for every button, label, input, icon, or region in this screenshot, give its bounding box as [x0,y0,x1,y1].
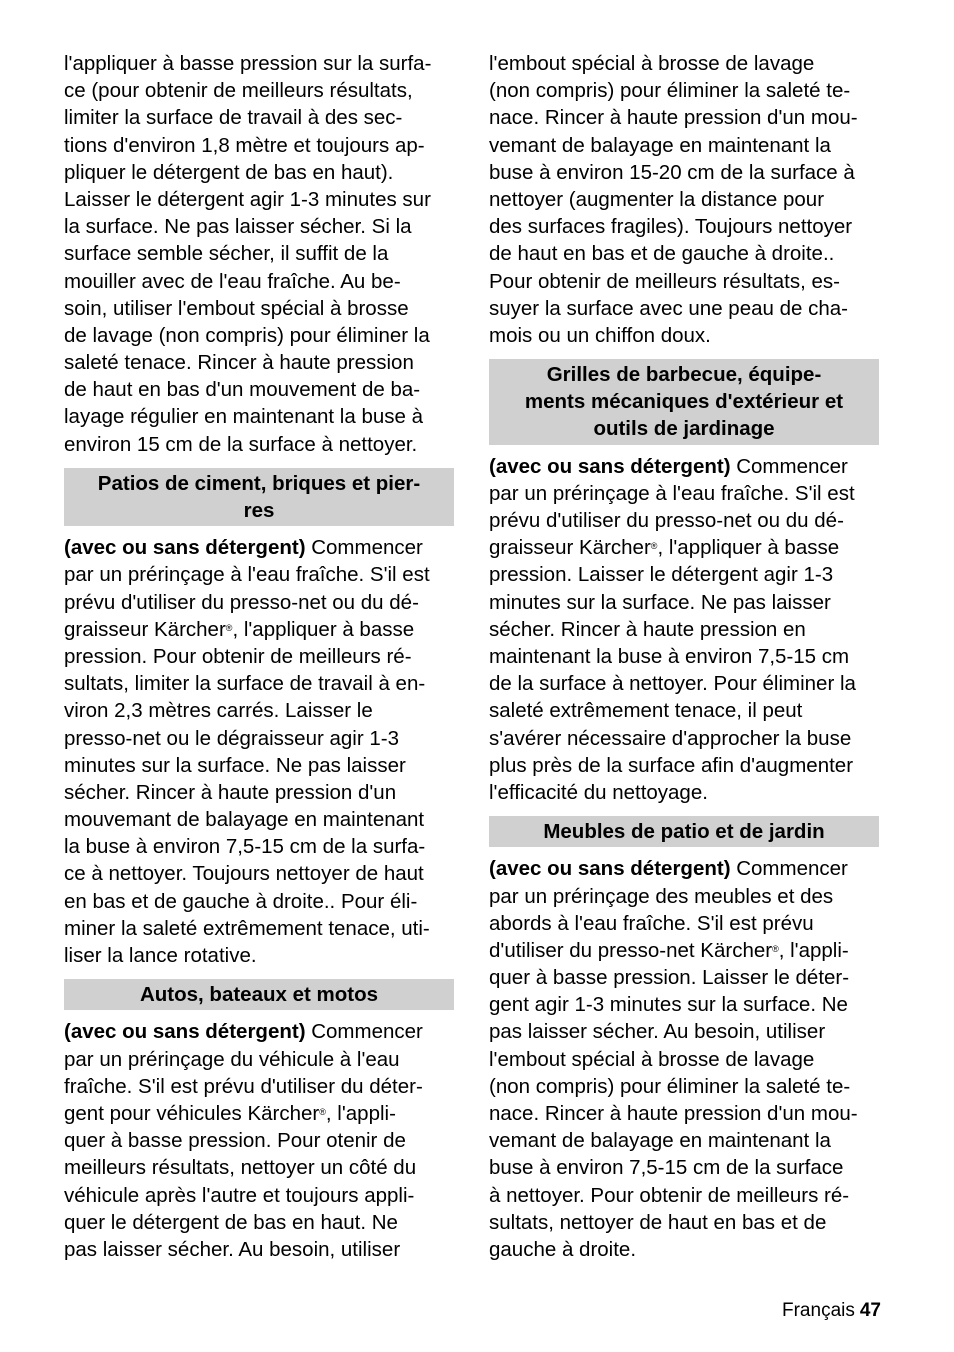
text-line: par un prérinçage des meubles et des [489,884,834,908]
text-line: sécher. Rincer à haute pression d'un [64,780,397,804]
text-line: l'embout spécial à brosse de lavage [489,1047,815,1071]
registered-mark: ® [772,943,779,954]
text-line: ce à nettoyer. Toujours nettoyer de haut [64,862,424,886]
text-line: minutes sur la surface. Ne pas laisser [489,590,831,614]
text-line: maintenant la buse à environ 7,5-15 cm [489,644,850,668]
text-line: sultats, nettoyer de haut en bas et de [489,1210,827,1234]
text-line: de la surface à nettoyer. Pour éliminer la [489,672,856,696]
heading-line: Meubles de patio et de jardin [543,820,825,844]
section-patios [64,468,464,969]
text-run: , l'appliquer à basse [657,536,840,560]
heading-line: ments mécaniques d'extérieur et [524,390,844,414]
text-line: sécher. Rincer à haute pression en [489,617,806,641]
page-number: 47 [859,1300,881,1321]
text-line: pression. Pour obtenir de meilleurs ré- [64,644,412,668]
heading-line: Patios de ciment, briques et pier- [97,471,421,495]
text-line: par un prérinçage du véhicule à l'eau [64,1047,400,1071]
text-run: Commencer [305,536,423,560]
text-line: gent agir 1-3 minutes sur la surface. Ne [489,993,848,1017]
text-line: la buse à environ 7,5-15 cm de la surfa- [64,835,426,859]
text-line: mouiller avec de l'eau fraîche. Au be- [64,269,401,293]
bold-lead: (avec ou sans détergent) [64,1020,306,1044]
text-line: l'embout spécial à brosse de lavage [489,52,815,75]
text-line: de haut en bas d'un mouvement de ba- [64,378,421,402]
text-run: graisseur Kärcher [64,617,226,641]
bold-lead: (avec ou sans détergent) [64,536,306,560]
text-line: layage régulier en maintenant la buse à [64,405,423,429]
intro-paragraph [489,50,889,349]
text-line: viron 2,3 mètres carrés. Laisser le [64,699,373,723]
text-line: buse à environ 7,5-15 cm de la surface [489,1156,844,1180]
text-line [489,855,889,882]
section-grilles [489,359,889,806]
text-line [489,453,889,480]
text-run: graisseur Kärcher [489,536,651,560]
text-line: pas laisser sécher. Au besoin, utiliser [489,1020,826,1044]
registered-mark: ® [319,1106,326,1117]
text-line: vemant de balayage en maintenant la [489,133,831,157]
bold-lead: (avec ou sans détergent) [489,857,731,881]
text-line: minutes sur la surface. Ne pas laisser [64,753,406,777]
text-line: limiter la surface de travail à des sec- [64,106,403,130]
text-line: presso-net ou le dégraisseur agir 1-3 [64,726,400,750]
text-line: abords à l'eau fraîche. S'il est prévu [489,911,814,935]
text-line: des surfaces fragiles). Toujours nettoyer [489,215,853,239]
text-line: soin, utiliser l'embout spécial à brosse [64,296,409,320]
text-run: Commencer [730,454,848,478]
text-line: buse à environ 15-20 cm de la surface à [489,160,855,184]
text-run: d'utiliser du presso-net Kärcher [489,938,773,962]
text-line [489,937,889,964]
text-line: (non compris) pour éliminer la saleté te- [489,1074,851,1098]
text-line: miner la saleté extrêmement tenace, uti- [64,916,430,940]
text-line: à nettoyer. Pour obtenir de meilleurs ré- [489,1183,850,1207]
text-line: surface semble sécher, il suffit de la [64,242,389,266]
right-column [489,50,889,1263]
heading-line: res [243,499,275,523]
text-line: par un prérinçage à l'eau fraîche. S'il est [64,563,430,587]
left-column [64,50,464,1263]
heading-line: Autos, bateaux et motos [139,983,379,1007]
text-line: en bas et de gauche à droite.. Pour éli- [64,889,418,913]
text-line: gauche à droite. [489,1237,637,1261]
text-line [64,616,464,643]
text-line: s'avérer nécessaire d'approcher la buse [489,726,852,750]
text-line: meilleurs résultats, nettoyer un côté du [64,1156,417,1180]
heading-line: outils de jardinage [593,417,775,441]
text-line: vemant de balayage en maintenant la [489,1129,831,1153]
text-line [64,1018,464,1045]
text-line [64,1100,464,1127]
section-heading [489,816,879,847]
text-line: de haut en bas et de gauche à droite.. [489,242,835,266]
text-run: Commencer [305,1020,423,1044]
registered-mark: ® [225,622,233,633]
text-line: environ 15 cm de la surface à nettoyer. [64,432,418,456]
text-line: par un prérinçage à l'eau fraîche. S'il est [489,481,855,505]
text-line: l'appliquer à basse pression sur la surfa- [64,52,432,75]
section-meubles [489,816,889,1263]
text-line: sultats, limiter la surface de travail à en- [64,672,426,696]
text-line: fraîche. S'il est prévu d'utiliser du déter- [64,1074,423,1098]
footer-language: Français [782,1300,855,1321]
text-line: pression. Laisser le détergent agir 1-3 [489,563,834,587]
text-line: prévu d'utiliser du presso-net ou du dé- [64,590,419,614]
text-line: véhicule après l'autre et toujours appli- [64,1183,415,1207]
page-footer [782,1300,881,1322]
section-heading [489,359,879,445]
text-run: , l'appliquer à basse [232,617,415,641]
text-line [64,534,464,561]
text-line: (non compris) pour éliminer la saleté te- [489,79,851,103]
heading-line: Grilles de barbecue, équipe- [546,363,822,387]
text-line: tions d'environ 1,8 mètre et toujours ap- [64,133,425,157]
intro-paragraph [64,50,464,458]
text-line: Pour obtenir de meilleurs résultats, es- [489,269,840,293]
section-heading [64,468,454,526]
bold-lead: (avec ou sans détergent) [489,454,731,478]
section-autos [64,979,464,1263]
text-line: plus près de la surface afin d'augmenter [489,753,854,777]
text-run: , l'appli- [778,938,849,962]
text-line: liser la lance rotative. [64,944,257,968]
text-line: saleté extrêmement tenace, il peut [489,699,803,723]
text-line: saleté tenace. Rincer à haute pression [64,351,414,375]
text-line: pliquer le détergent de bas en haut). [64,160,394,184]
text-line: quer le détergent de bas en haut. Ne [64,1210,398,1234]
text-line: Laisser le détergent agir 1-3 minutes sur [64,187,431,211]
registered-mark: ® [650,541,658,552]
text-line: quer à basse pression. Pour otenir de [64,1129,406,1153]
text-line: l'efficacité du nettoyage. [489,780,708,804]
text-line: nace. Rincer à haute pression d'un mou- [489,1102,858,1125]
text-run: Commencer [730,857,848,881]
text-run: , l'appli- [325,1101,396,1125]
text-line: prévu d'utiliser du presso-net ou du dé- [489,509,844,533]
text-line: ce (pour obtenir de meilleurs résultats, [64,79,413,103]
text-line [489,534,889,561]
text-line: mouvemant de balayage en maintenant [64,808,425,832]
text-line: nettoyer (augmenter la distance pour [489,187,825,211]
text-line: quer à basse pression. Laisser le déter- [489,966,850,990]
text-run: gent pour véhicules Kärcher [64,1101,320,1125]
text-line: la surface. Ne pas laisser sécher. Si la [64,215,412,239]
text-line: mois ou un chiffon doux. [489,323,711,347]
text-line: de lavage (non compris) pour éliminer la [64,323,430,347]
text-line: nace. Rincer à haute pression d'un mou- [489,106,858,130]
section-heading [64,979,454,1010]
text-line: suyer la surface avec une peau de cha- [489,296,848,320]
text-line: pas laisser sécher. Au besoin, utiliser [64,1237,401,1261]
